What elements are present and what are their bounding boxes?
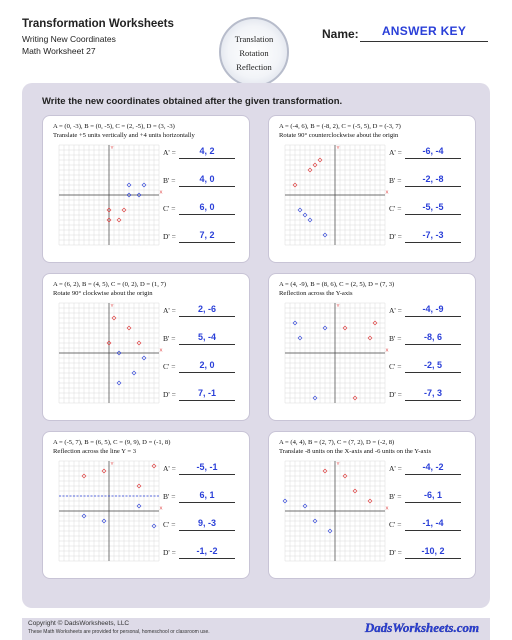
answer-underline <box>405 214 461 215</box>
problem-instruction: Rotate 90° clockwise about the origin <box>53 290 153 297</box>
answer-value: -1, -4 <box>422 518 444 528</box>
answer-row <box>389 518 471 530</box>
answer-label: B' = <box>389 176 402 185</box>
problem-panel <box>268 273 476 421</box>
answer-row <box>163 332 245 344</box>
coordinate-grid <box>57 143 161 263</box>
answer-underline <box>179 186 235 187</box>
answer-value: 6, 1 <box>199 490 215 500</box>
answer-label: C' = <box>389 362 402 371</box>
answer-row <box>163 202 245 214</box>
coordinate-grid <box>283 301 387 421</box>
answer-value: 7, -1 <box>197 388 216 398</box>
dadsworksheets-logo <box>356 617 488 637</box>
answer-underline <box>405 400 461 401</box>
answer-underline <box>179 502 235 503</box>
answer-label: D' = <box>389 232 402 241</box>
answer-underline <box>179 400 235 401</box>
answer-underline <box>179 242 235 243</box>
problem-coordinates: A = (0, -3), B = (0, -5), C = (2, -5), D = (3, -3) <box>53 123 175 130</box>
answer-label: C' = <box>163 520 176 529</box>
problem-coordinates: A = (-4, 6), B = (-8, 2), C = (-5, 5), D = (-3, 7) <box>279 123 401 130</box>
answer-underline <box>405 344 461 345</box>
answer-value: -5, -1 <box>196 462 218 472</box>
answer-underline <box>405 242 461 243</box>
problem-panel <box>42 273 250 421</box>
instruction-text: Write the new coordinates obtained after the given transformation. <box>42 96 343 107</box>
answer-label: A' = <box>163 306 176 315</box>
problem-coordinates: A = (6, 2), B = (4, 5), C = (0, 2), D = (1, 7) <box>53 281 167 288</box>
answer-value: -2, 5 <box>423 360 442 370</box>
answer-underline <box>179 372 235 373</box>
answer-value: -7, 3 <box>423 388 442 398</box>
name-line <box>360 41 488 42</box>
answer-underline <box>405 558 461 559</box>
answer-underline <box>405 474 461 475</box>
x-axis-label: X <box>385 347 389 353</box>
problem-instruction: Reflection across the line Y = 3 <box>53 448 137 455</box>
answer-label: A' = <box>389 306 402 315</box>
answer-label: C' = <box>163 362 176 371</box>
answer-label: C' = <box>389 204 402 213</box>
coordinate-grid <box>283 143 387 263</box>
answer-label: D' = <box>163 390 176 399</box>
answer-row <box>389 332 471 344</box>
badge-rotation: Rotation <box>239 48 269 58</box>
worksheet-number: Math Worksheet 27 <box>22 46 96 56</box>
answer-underline <box>405 186 461 187</box>
problem-panel <box>268 431 476 579</box>
problem-instruction: Translate +5 units vertically and +4 units horizontally <box>53 132 195 139</box>
name-value: ANSWER KEY <box>381 24 467 38</box>
y-axis-label: Y <box>336 461 340 466</box>
answer-underline <box>179 158 235 159</box>
answer-label: D' = <box>163 548 176 557</box>
x-axis-label: X <box>385 505 389 511</box>
answer-value: -6, -4 <box>422 146 444 156</box>
answer-row <box>163 230 245 242</box>
problem-panel <box>268 115 476 263</box>
answer-label: D' = <box>163 232 176 241</box>
answer-label: C' = <box>389 520 402 529</box>
answer-row <box>389 360 471 372</box>
topic-badge <box>219 17 289 87</box>
answer-value: -5, -5 <box>422 202 444 212</box>
answer-value: 2, -6 <box>197 304 216 314</box>
problem-coordinates: A = (-5, 7), B = (6, 5), C = (9, 9), D = (-1, 8) <box>53 439 171 446</box>
answer-row <box>389 202 471 214</box>
answer-value: 9, -3 <box>197 518 216 528</box>
answer-label: A' = <box>389 148 402 157</box>
answer-underline <box>405 158 461 159</box>
answer-value: 4, 0 <box>199 174 215 184</box>
answer-row <box>163 388 245 400</box>
answer-value: -8, 6 <box>423 332 442 342</box>
y-axis-label: Y <box>336 145 340 150</box>
answer-underline <box>405 502 461 503</box>
badge-translation: Translation <box>234 34 274 44</box>
answer-label: A' = <box>163 464 176 473</box>
y-axis-label: Y <box>110 461 114 466</box>
answer-value: -4, -9 <box>422 304 444 314</box>
answer-value: 5, -4 <box>197 332 216 342</box>
badge-reflection: Reflection <box>236 62 272 72</box>
answer-row <box>163 490 245 502</box>
x-axis-label: X <box>159 505 163 511</box>
answer-row <box>163 546 245 558</box>
answer-value: 4, 2 <box>199 146 215 156</box>
problem-instruction: Rotate 90° counterclockwise about the origin <box>279 132 399 139</box>
answer-value: 2, 0 <box>199 360 215 370</box>
answer-row <box>389 490 471 502</box>
answer-row <box>389 230 471 242</box>
answer-underline <box>179 558 235 559</box>
answer-row <box>163 304 245 316</box>
answer-row <box>163 146 245 158</box>
answer-label: B' = <box>163 334 176 343</box>
footer-note: These Math Worksheets are provided for personal, homeschool or classroom use. <box>28 629 210 635</box>
answer-underline <box>179 214 235 215</box>
answer-row <box>389 462 471 474</box>
answer-value: 6, 0 <box>199 202 215 212</box>
answer-value: -10, 2 <box>421 546 445 556</box>
worksheet-subtitle: Writing New Coordinates <box>22 34 116 44</box>
answer-row <box>163 462 245 474</box>
answer-value: 7, 2 <box>199 230 215 240</box>
problem-coordinates: A = (4, -9), B = (8, 6), C = (2, 5), D = (7, 3) <box>279 281 395 288</box>
worksheet-title: Transformation Worksheets <box>22 18 174 30</box>
answer-underline <box>179 530 235 531</box>
x-axis-label: X <box>159 189 163 195</box>
y-axis-label: Y <box>336 303 340 308</box>
answer-row <box>389 304 471 316</box>
svg-text:DadsWorksheets.com: DadsWorksheets.com <box>364 620 480 635</box>
problem-coordinates: A = (4, 4), B = (2, 7), C = (7, 2), D = (-2, 8) <box>279 439 395 446</box>
answer-label: B' = <box>163 176 176 185</box>
y-axis-label: Y <box>110 145 114 150</box>
answer-row <box>163 360 245 372</box>
answer-label: D' = <box>389 390 402 399</box>
answer-label: A' = <box>163 148 176 157</box>
answer-label: B' = <box>389 334 402 343</box>
problem-instruction: Translate -8 units on the X-axis and -6 units on the Y-axis <box>279 448 432 455</box>
answer-value: -4, -2 <box>422 462 444 472</box>
answer-value: -1, -2 <box>196 546 218 556</box>
answer-label: B' = <box>163 492 176 501</box>
problem-panel <box>42 115 250 263</box>
answer-underline <box>405 372 461 373</box>
answer-value: -7, -3 <box>422 230 444 240</box>
answer-row <box>389 146 471 158</box>
answer-row <box>389 174 471 186</box>
x-axis-label: X <box>385 189 389 195</box>
answer-label: D' = <box>389 548 402 557</box>
answer-row <box>389 546 471 558</box>
answer-row <box>163 174 245 186</box>
y-axis-label: Y <box>110 303 114 308</box>
answer-label: C' = <box>163 204 176 213</box>
answer-value: -6, 1 <box>423 490 442 500</box>
copyright-text: Copyright © DadsWorksheets, LLC <box>28 620 130 627</box>
answer-underline <box>179 474 235 475</box>
coordinate-grid <box>57 301 161 421</box>
answer-label: A' = <box>389 464 402 473</box>
answer-label: B' = <box>389 492 402 501</box>
answer-value: -2, -8 <box>422 174 444 184</box>
answer-underline <box>405 530 461 531</box>
coordinate-grid <box>57 459 161 579</box>
answer-underline <box>179 316 235 317</box>
answer-underline <box>405 316 461 317</box>
answer-underline <box>179 344 235 345</box>
coordinate-grid <box>283 459 387 579</box>
answer-row <box>163 518 245 530</box>
x-axis-label: X <box>159 347 163 353</box>
name-label: Name: <box>322 27 359 41</box>
problem-panel <box>42 431 250 579</box>
answer-row <box>389 388 471 400</box>
problem-instruction: Reflection across the Y-axis <box>279 290 353 297</box>
